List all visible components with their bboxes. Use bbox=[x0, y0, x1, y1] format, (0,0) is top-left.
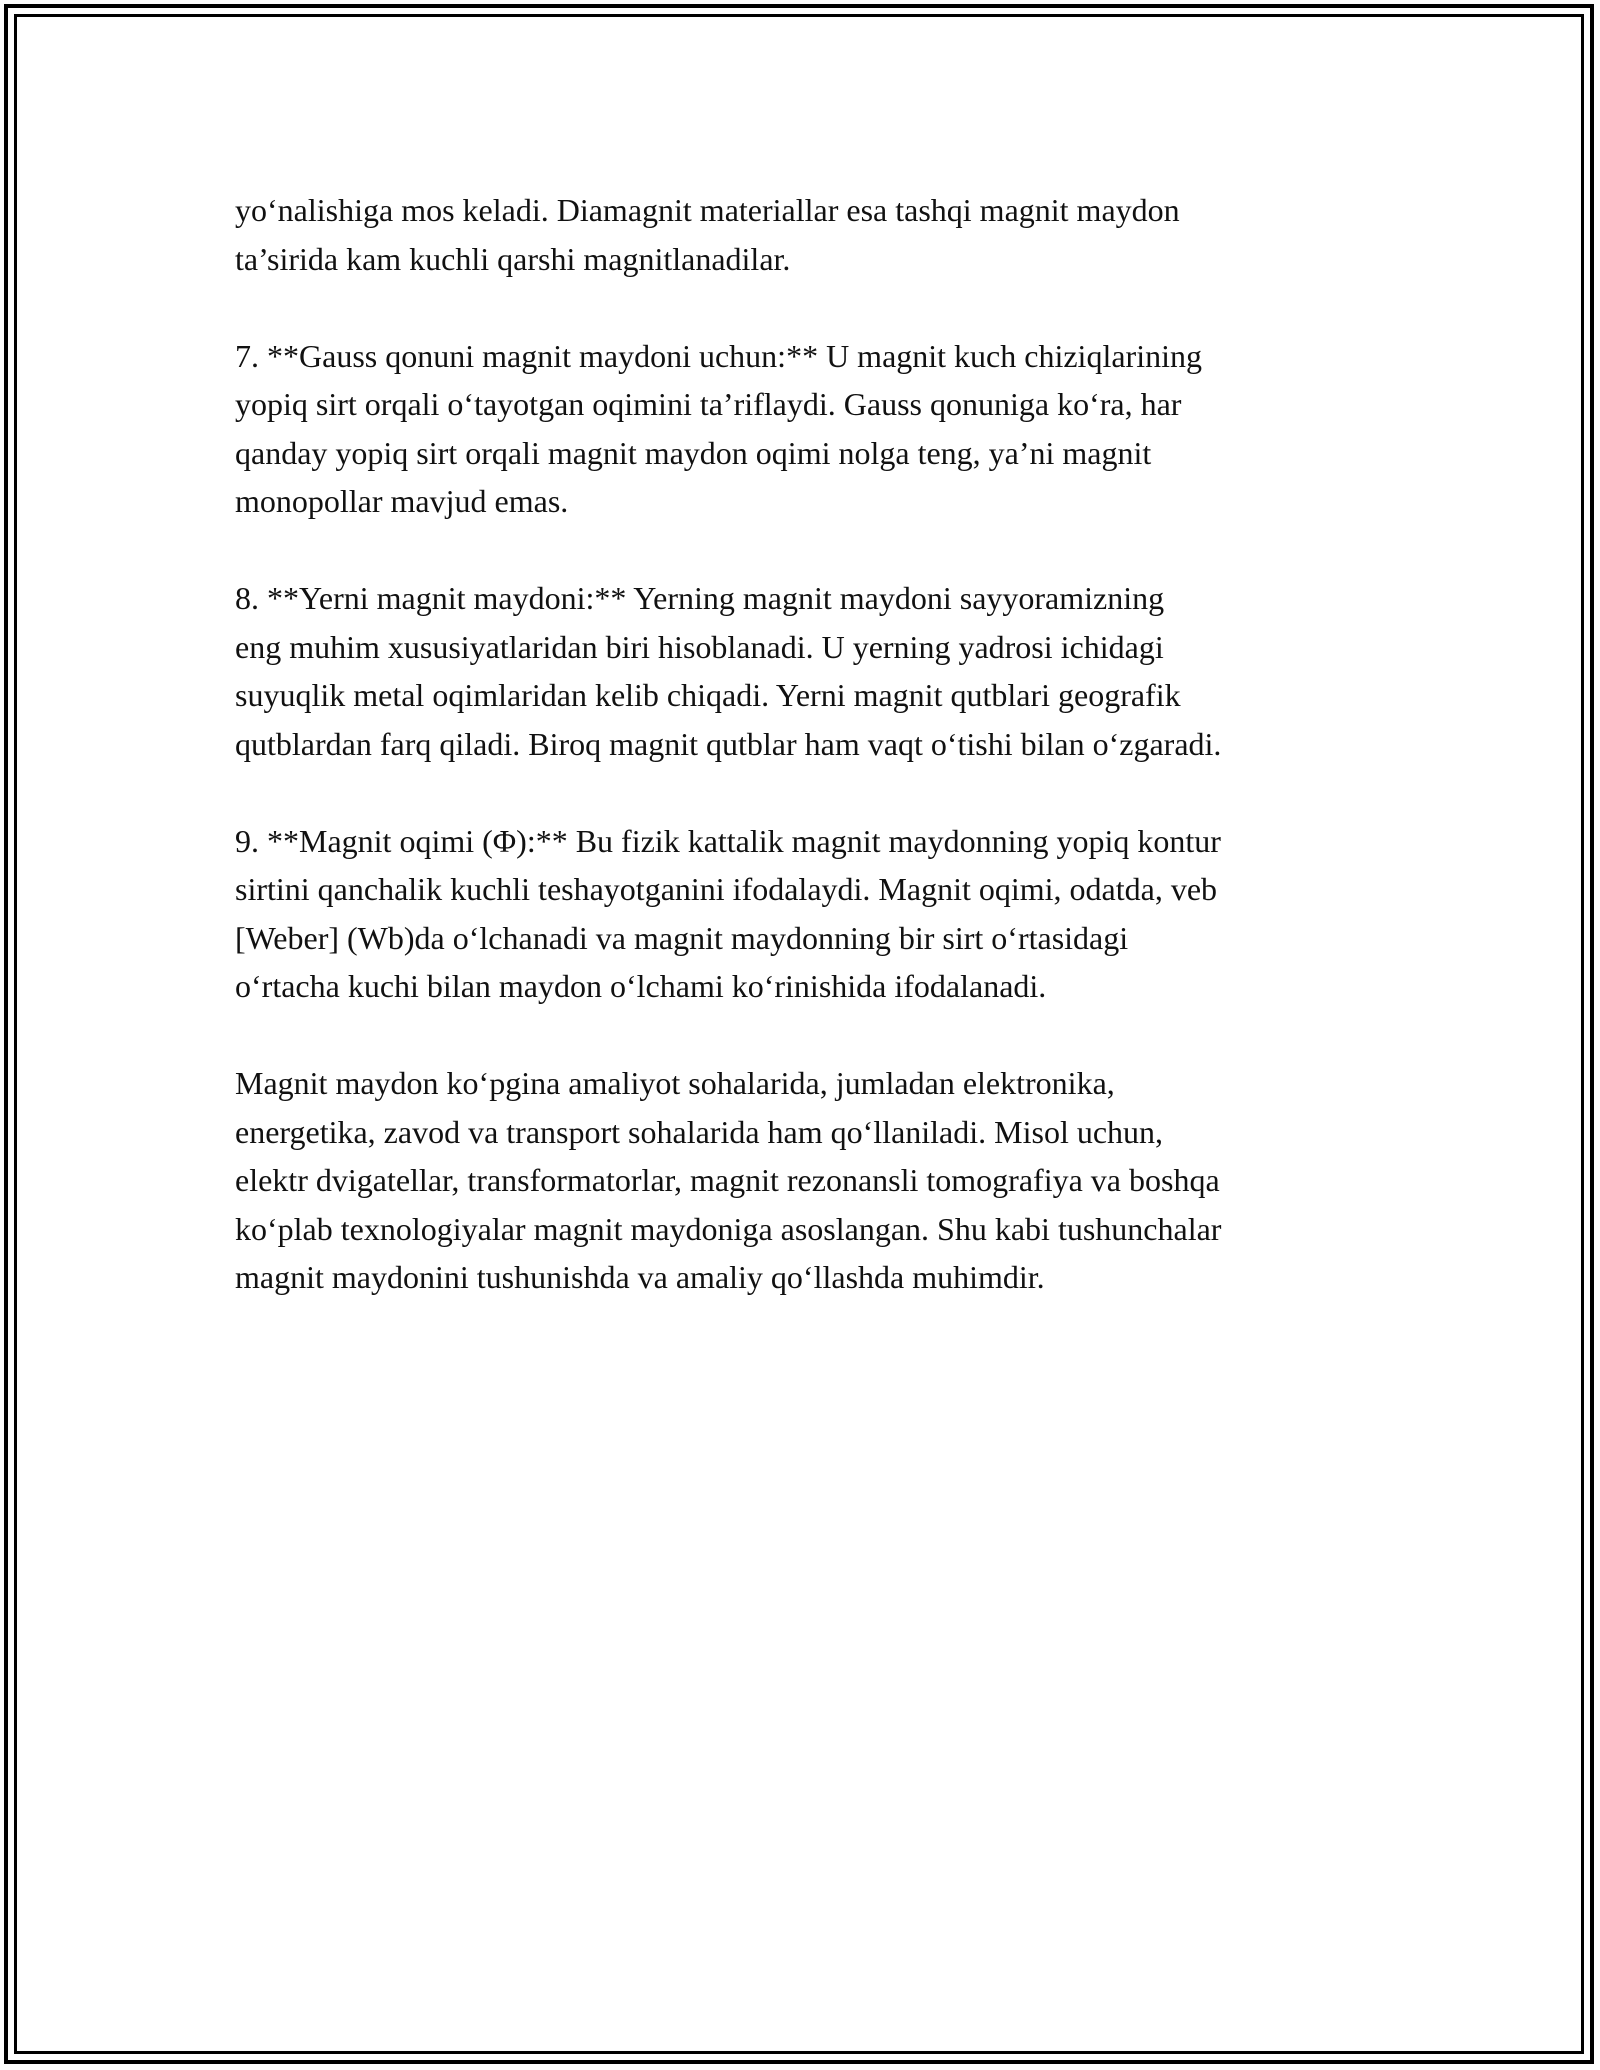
paragraph-earth-magnetic-field: 8. **Yerni magnit maydoni:** Yerning magnit maydoni sayyoramizning eng muhim xususiyatlaridan biri hisoblanadi. U yerning yadrosi ichidagi suyuqlik metal oqimlaridan kelib chiqadi. Yerni magnit qutblari geografik qutblardan farq qiladi. Biroq magnit qutblar ham vaqt o‘tishi bilan o‘zgaradi. bbox=[235, 580, 1222, 762]
paragraph-applications: Magnit maydon ko‘pgina amaliyot sohalarida, jumladan elektronika, energetika, zavod va transport sohalarida ham qo‘llaniladi. Misol uchun, elektr dvigatellar, transformatorlar, magnit rezonansli tomografiya va boshqa ko‘plab texnologiyalar magnit maydoniga asoslangan. Shu kabi tushunchalar magnit maydonini tushunishda va amaliy qo‘llashda muhimdir. bbox=[235, 1065, 1222, 1295]
paragraph-gauss-law: 7. **Gauss qonuni magnit maydoni uchun:** U magnit kuch chiziqlarining yopiq sirt orqali o‘tayotgan oqimini ta’riflaydi. Gauss qonuniga ko‘ra, har qanday yopiq sirt orqali magnit maydon oqimi nolga teng, ya’ni magnit monopollar mavjud emas. bbox=[235, 337, 1202, 519]
paragraph-diamagnetic-continuation: yo‘nalishiga mos keladi. Diamagnit materiallar esa tashqi magnit maydon ta’sirida kam kuchli qarshi magnitlanadilar. bbox=[235, 192, 1180, 277]
document-body bbox=[235, 186, 1400, 1350]
paragraph-magnetic-flux: 9. **Magnit oqimi (Φ):** Bu fizik kattalik magnit maydonning yopiq kontur sirtini qanchalik kuchli teshayotganini ifodalaydi. Magnit oqimi, odatda, veb [Weber] (Wb)da o‘lchanadi va magnit maydonning bir sirt o‘rtasidagi o‘rtacha kuchi bilan maydon o‘lchami ko‘rinishida ifodalanadi. bbox=[235, 822, 1221, 1004]
